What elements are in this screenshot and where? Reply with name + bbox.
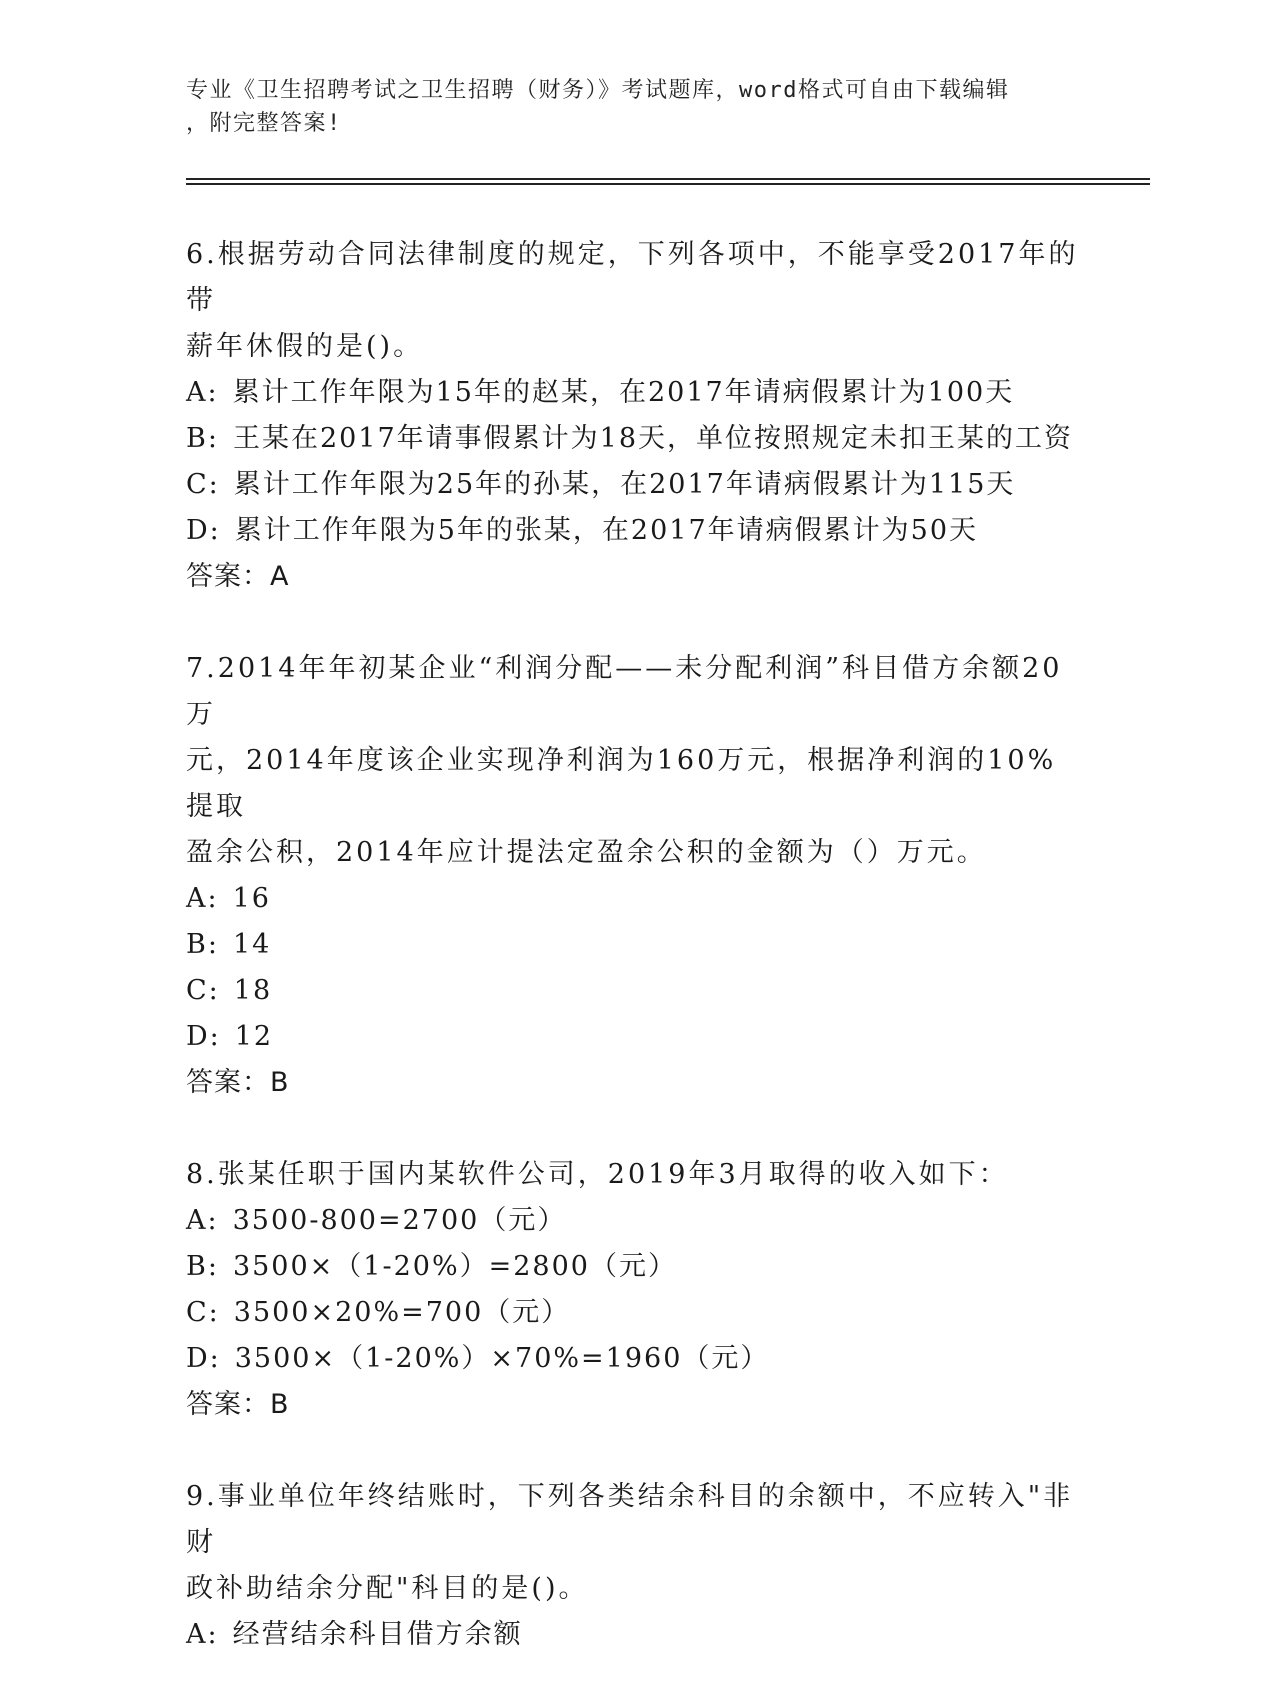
option-key: A: xyxy=(186,1619,219,1650)
option-key: A: xyxy=(186,1205,219,1236)
option-text: 累计工作年限为15年的赵某，在2017年请病假累计为100天 xyxy=(232,377,1015,408)
question-stem-line: 元，2014年度该企业实现净利润为160万元，根据净利润的10%提取 xyxy=(186,745,1057,822)
question-6 xyxy=(186,232,1086,600)
option-c xyxy=(186,462,1086,508)
option-text: 16 xyxy=(232,883,271,914)
option-b xyxy=(186,922,1086,968)
question-stem-line: 9.事业单位年终结账时，下列各类结余科目的余额中，不应转入"非财 xyxy=(186,1481,1074,1558)
question-8 xyxy=(186,1152,1086,1428)
option-text: 12 xyxy=(234,1021,274,1052)
question-stem-line: 8.张某任职于国内某软件公司，2019年3月取得的收入如下： xyxy=(186,1159,1009,1190)
option-text: 王某在2017年请事假累计为18天，单位按照规定未扣王某的工资 xyxy=(232,423,1074,454)
option-text: 14 xyxy=(232,929,272,960)
option-text: 经营结余科目借方余额 xyxy=(232,1619,523,1650)
option-a xyxy=(186,1198,1086,1244)
question-stem-line: 盈余公积，2014年应计提法定盈余公积的金额为（）万元。 xyxy=(186,837,987,868)
option-a xyxy=(186,1612,1086,1658)
option-key: C: xyxy=(186,1297,220,1328)
option-key: A: xyxy=(186,377,219,408)
option-text: 累计工作年限为5年的张某，在2017年请病假累计为50天 xyxy=(234,515,978,546)
option-key: D: xyxy=(186,1021,221,1052)
option-c xyxy=(186,968,1086,1014)
question-stem-line: 薪年休假的是()。 xyxy=(186,331,424,362)
option-key: B: xyxy=(186,1251,219,1282)
question-stem-line: 政补助结余分配"科目的是()。 xyxy=(186,1573,589,1604)
option-key: C: xyxy=(186,469,220,500)
option-text: 18 xyxy=(233,975,273,1006)
document-header xyxy=(186,74,1066,140)
option-text: 3500×（1-20%）=2800（元） xyxy=(232,1251,677,1282)
question-9 xyxy=(186,1474,1086,1658)
option-b xyxy=(186,1244,1086,1290)
option-text: 3500×（1-20%）×70%=1960（元） xyxy=(234,1343,770,1374)
header-divider-bottom xyxy=(186,183,1150,185)
option-c xyxy=(186,1290,1086,1336)
option-key: B: xyxy=(186,423,219,454)
option-a xyxy=(186,876,1086,922)
question-list xyxy=(186,232,1086,1704)
option-a xyxy=(186,370,1086,416)
option-key: B: xyxy=(186,929,219,960)
option-text: 3500×20%=700（元） xyxy=(233,1297,571,1328)
header-line-1: 专业《卫生招聘考试之卫生招聘（财务）》考试题库，word格式可自由下载编辑 xyxy=(186,78,1010,103)
answer-line: 答案：B xyxy=(186,1067,290,1098)
option-d xyxy=(186,1014,1086,1060)
answer-line: 答案：B xyxy=(186,1389,290,1420)
option-d xyxy=(186,508,1086,554)
header-line-2: ，附完整答案! xyxy=(186,111,342,136)
option-text: 累计工作年限为25年的孙某，在2017年请病假累计为115天 xyxy=(233,469,1016,500)
question-stem-line: 6.根据劳动合同法律制度的规定，下列各项中，不能享受2017年的带 xyxy=(186,239,1079,316)
option-key: C: xyxy=(186,975,220,1006)
option-b xyxy=(186,416,1086,462)
answer-line: 答案：A xyxy=(186,561,290,592)
option-key: D: xyxy=(186,1343,221,1374)
option-d xyxy=(186,1336,1086,1382)
question-stem-line: 7.2014年年初某企业“利润分配——未分配利润”科目借方余额20万 xyxy=(186,653,1063,730)
question-7 xyxy=(186,646,1086,1106)
header-divider-top xyxy=(186,178,1150,180)
option-key: A: xyxy=(186,883,219,914)
option-text: 3500-800=2700（元） xyxy=(232,1205,567,1236)
option-key: D: xyxy=(186,515,221,546)
